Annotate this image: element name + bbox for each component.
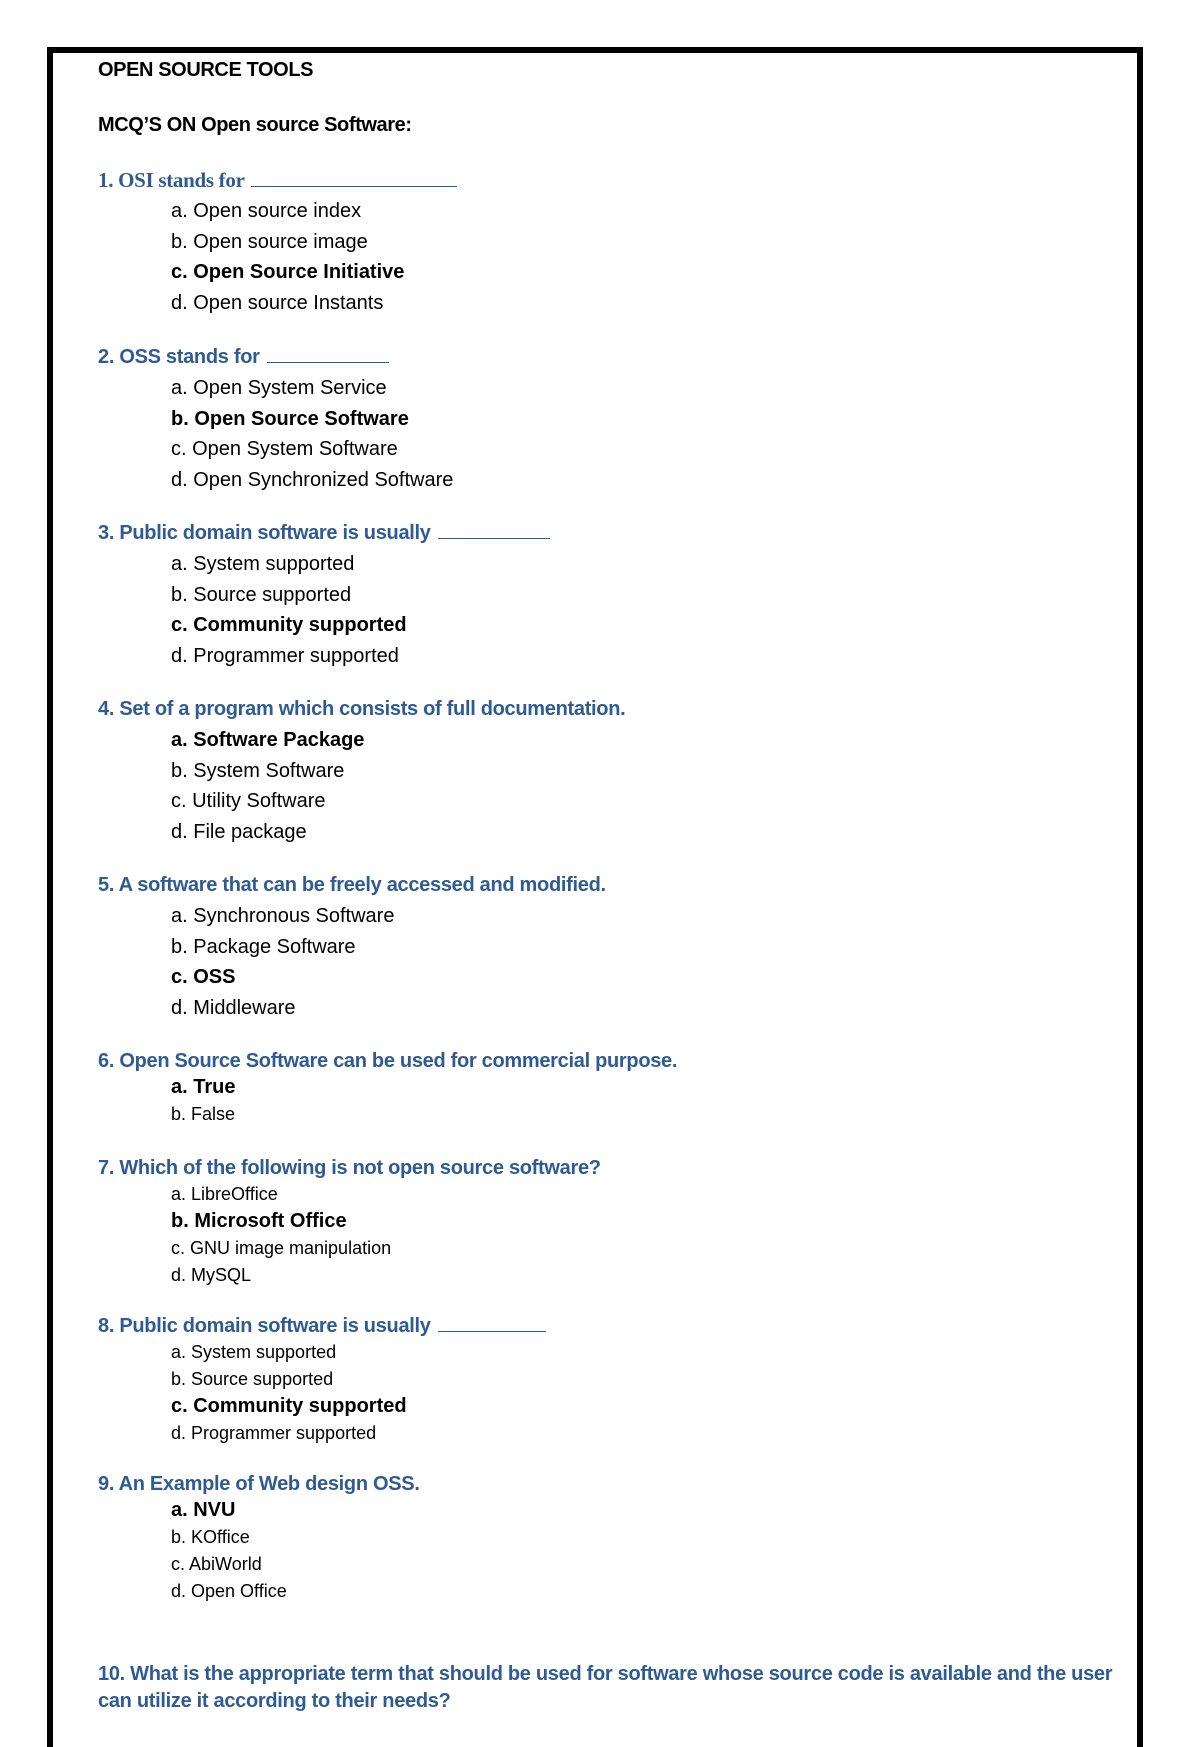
option-list (98, 1074, 1118, 1128)
question-text-1 (98, 167, 1118, 193)
question-text-2 (98, 344, 1118, 370)
answer-blank (251, 172, 457, 187)
option-item-correct: a. Software Package (171, 729, 365, 751)
question-text-8 (98, 1313, 1118, 1339)
option-item: d. Programmer supported (171, 644, 399, 667)
option-item: b. Source supported (171, 583, 352, 606)
question-block-3 (98, 520, 1118, 671)
question-block-2 (98, 344, 1118, 495)
option-item: d. MySQL (171, 1265, 252, 1285)
question-text-9: 9. An Example of Web design OSS. (98, 1473, 420, 1495)
option-item: a. LibreOffice (171, 1184, 278, 1204)
question-label: 8. Public domain software is usually (98, 1315, 431, 1337)
option-item: d. Open Office (171, 1581, 287, 1601)
option-item: d. Middleware (171, 996, 296, 1019)
option-item-correct: b. Microsoft Office (171, 1210, 347, 1232)
question-block-8 (98, 1313, 1118, 1447)
answer-blank (438, 1317, 546, 1332)
answer-blank (438, 524, 550, 539)
option-item: a. System supported (171, 553, 355, 575)
option-item: c. Utility Software (171, 790, 326, 812)
option-item-correct: c. Community supported (171, 614, 407, 636)
question-text-4: 4. Set of a program which consists of full documentation. (98, 698, 626, 720)
option-list (98, 1339, 1118, 1447)
option-item: b. KOffice (171, 1527, 250, 1547)
option-item: a. System supported (171, 1342, 337, 1362)
option-item-correct: c. OSS (171, 966, 236, 988)
question-label: 1. OSI stands for (98, 168, 245, 192)
document-title: OPEN SOURCE TOOLS (98, 59, 314, 81)
question-text-5: 5. A software that can be freely accessed and modified. (98, 874, 606, 896)
option-item: b. System Software (171, 759, 345, 782)
option-item: c. AbiWorld (171, 1554, 262, 1574)
option-item: d. Open Synchronized Software (171, 468, 454, 491)
option-item: a. Open System Service (171, 377, 387, 399)
option-item: c. Open System Software (171, 438, 398, 460)
question-text-7: 7. Which of the following is not open source software? (98, 1157, 601, 1179)
document-body (98, 58, 1118, 1740)
option-list (98, 725, 1118, 847)
option-item-correct: a. NVU (171, 1499, 236, 1521)
answer-blank (267, 348, 389, 363)
option-item: d. Programmer supported (171, 1423, 377, 1443)
question-block-10 (98, 1661, 1118, 1715)
option-item-correct: b. Open Source Software (171, 407, 409, 430)
question-text-10: 10. What is the appropriate term that should be used for software whose source code is available and the user can utilize it according to their needs? (98, 1663, 1113, 1712)
option-item: b. Package Software (171, 935, 356, 958)
option-item: b. Source supported (171, 1369, 334, 1389)
option-list (98, 549, 1118, 671)
option-item-correct: a. True (171, 1076, 236, 1098)
question-block-1 (98, 167, 1118, 318)
question-block-5 (98, 872, 1118, 1023)
option-item: a. Synchronous Software (171, 905, 395, 927)
question-block-4 (98, 696, 1118, 847)
document-subtitle: MCQ’S ON Open source Software: (98, 114, 412, 136)
question-label: 3. Public domain software is usually (98, 522, 431, 544)
option-list (98, 901, 1118, 1023)
option-item: d. Open source Instants (171, 291, 384, 314)
option-item: c. GNU image manipulation (171, 1238, 392, 1258)
option-item: a. Open source index (171, 200, 362, 222)
question-label: 2. OSS stands for (98, 346, 260, 368)
option-list (98, 196, 1118, 318)
option-list (98, 1181, 1118, 1289)
option-item-correct: c. Open Source Initiative (171, 261, 405, 283)
question-text-6: 6. Open Source Software can be used for commercial purpose. (98, 1050, 678, 1072)
question-block-7 (98, 1155, 1118, 1289)
question-text-3 (98, 520, 1118, 546)
option-item: b. Open source image (171, 230, 368, 253)
option-item: d. File package (171, 820, 307, 843)
option-item: b. False (171, 1104, 236, 1124)
option-item-correct: c. Community supported (171, 1395, 407, 1417)
question-block-9 (98, 1471, 1118, 1605)
question-block-6 (98, 1048, 1118, 1128)
option-list (98, 373, 1118, 495)
option-list (98, 1497, 1118, 1605)
